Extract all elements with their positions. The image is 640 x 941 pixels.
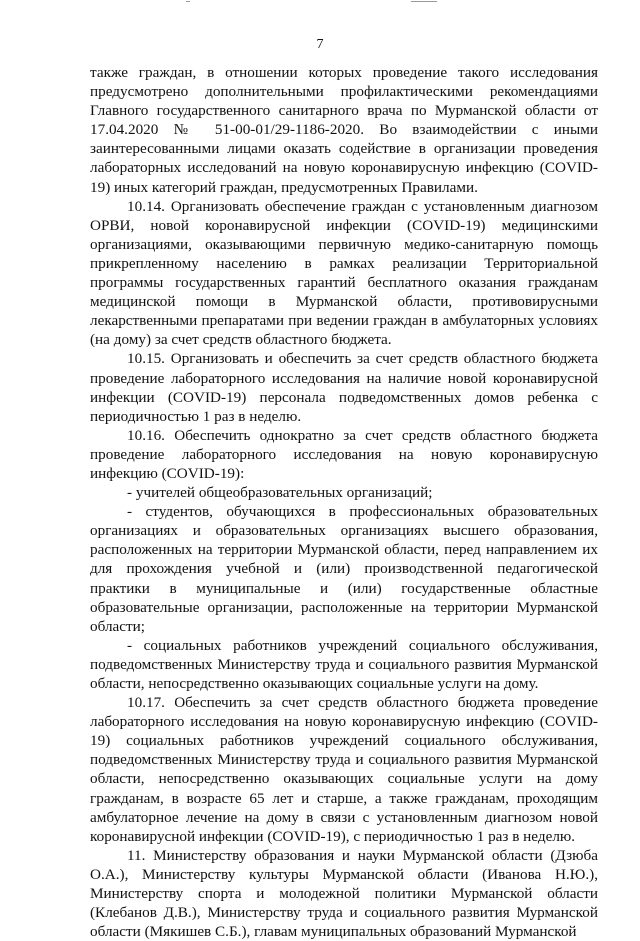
paragraph: - социальных работников учреждений социального обслуживания, подведомственных Министерству труда и социального развития Мурманской области, непосредственно оказывающих социальные услуги на дому.	[90, 636, 598, 692]
document-body	[90, 63, 598, 941]
paragraph: - студентов, обучающихся в профессиональных образовательных организациях и образовательных организациях высшего образования, расположенных на территории Мурманской области, перед направлением их для прохождения учебной и (или) производственной педагогической практики в муниципальные и (или) государственные областные образовательные организации, расположенные на территории Мурманской области;	[90, 503, 598, 635]
scan-mark-right	[411, 1, 437, 2]
scan-mark-left	[186, 1, 190, 2]
paragraph: 10.17. Обеспечить за счет средств областного бюджета проведение лабораторного исследования на новую коронавирусную инфекцию (COVID-19) социальных работников учреждений социального обслуживания, подведомственных Министерству труда и социального развития Мурманской области, непосредственно оказывающих социальные услуги на дому гражданам, в возрасте 65 лет и старше, а также гражданам, проходящим амбулаторное лечение на дому в связи с установленным диагнозом новой коронавирусной инфекции (COVID-19), с периодичностью 1 раз в неделю.	[90, 694, 598, 845]
page-number: 7	[316, 37, 324, 52]
paragraph: 10.15. Организовать и обеспечить за счет средств областного бюджета проведение лабораторного исследования на наличие новой коронавирусной инфекции (COVID-19) персонала подведомственных домов ребенка с периодичностью 1 раз в неделю.	[90, 350, 598, 425]
paragraph: 10.14. Организовать обеспечение граждан с установленным диагнозом ОРВИ, новой коронавирусной инфекции (COVID-19) медицинскими организациями, оказывающими первичную медико-санитарную помощь прикрепленному населению в рамках реализации Территориальной программы государственных гарантий бесплатного оказания гражданам медицинской помощи в Мурманской области, противовирусными лекарственными препаратами при ведении граждан в амбулаторных условиях (на дому) за счет средств областного бюджета.	[90, 197, 598, 349]
paragraph: также граждан, в отношении которых проведение такого исследования предусмотрено дополнительными профилактическими рекомендациями Главного государственного санитарного врача по Мурманской области от 17.04.2020 № 51-00-01/29-1186-2020. Во взаимодействии с иными заинтересованными лицами оказать содействие в организации проведения лабораторных исследований на новую коронавирусную инфекцию (COVID-19) иных категорий граждан, предусмотренных Правилами.	[90, 64, 598, 196]
paragraph: 11. Министерству образования и науки Мурманской области (Дзюба О.А.), Министерству культуры Мурманской области (Иванова Н.Ю.), Министерству спорта и молодежной политики Мурманской области (Клебанов Д.В.), Министерству труда и социального развития Мурманской области (Мякишев С.Б.), главам муниципальных образований Мурманской	[90, 846, 598, 941]
paragraph: 10.16. Обеспечить однократно за счет средств областного бюджета проведение лабораторного исследования на новую коронавирусную инфекцию (COVID-19):	[90, 426, 598, 482]
scan-edge-marks	[0, 0, 640, 8]
paragraph: - учителей общеобразовательных организаций;	[127, 484, 433, 502]
